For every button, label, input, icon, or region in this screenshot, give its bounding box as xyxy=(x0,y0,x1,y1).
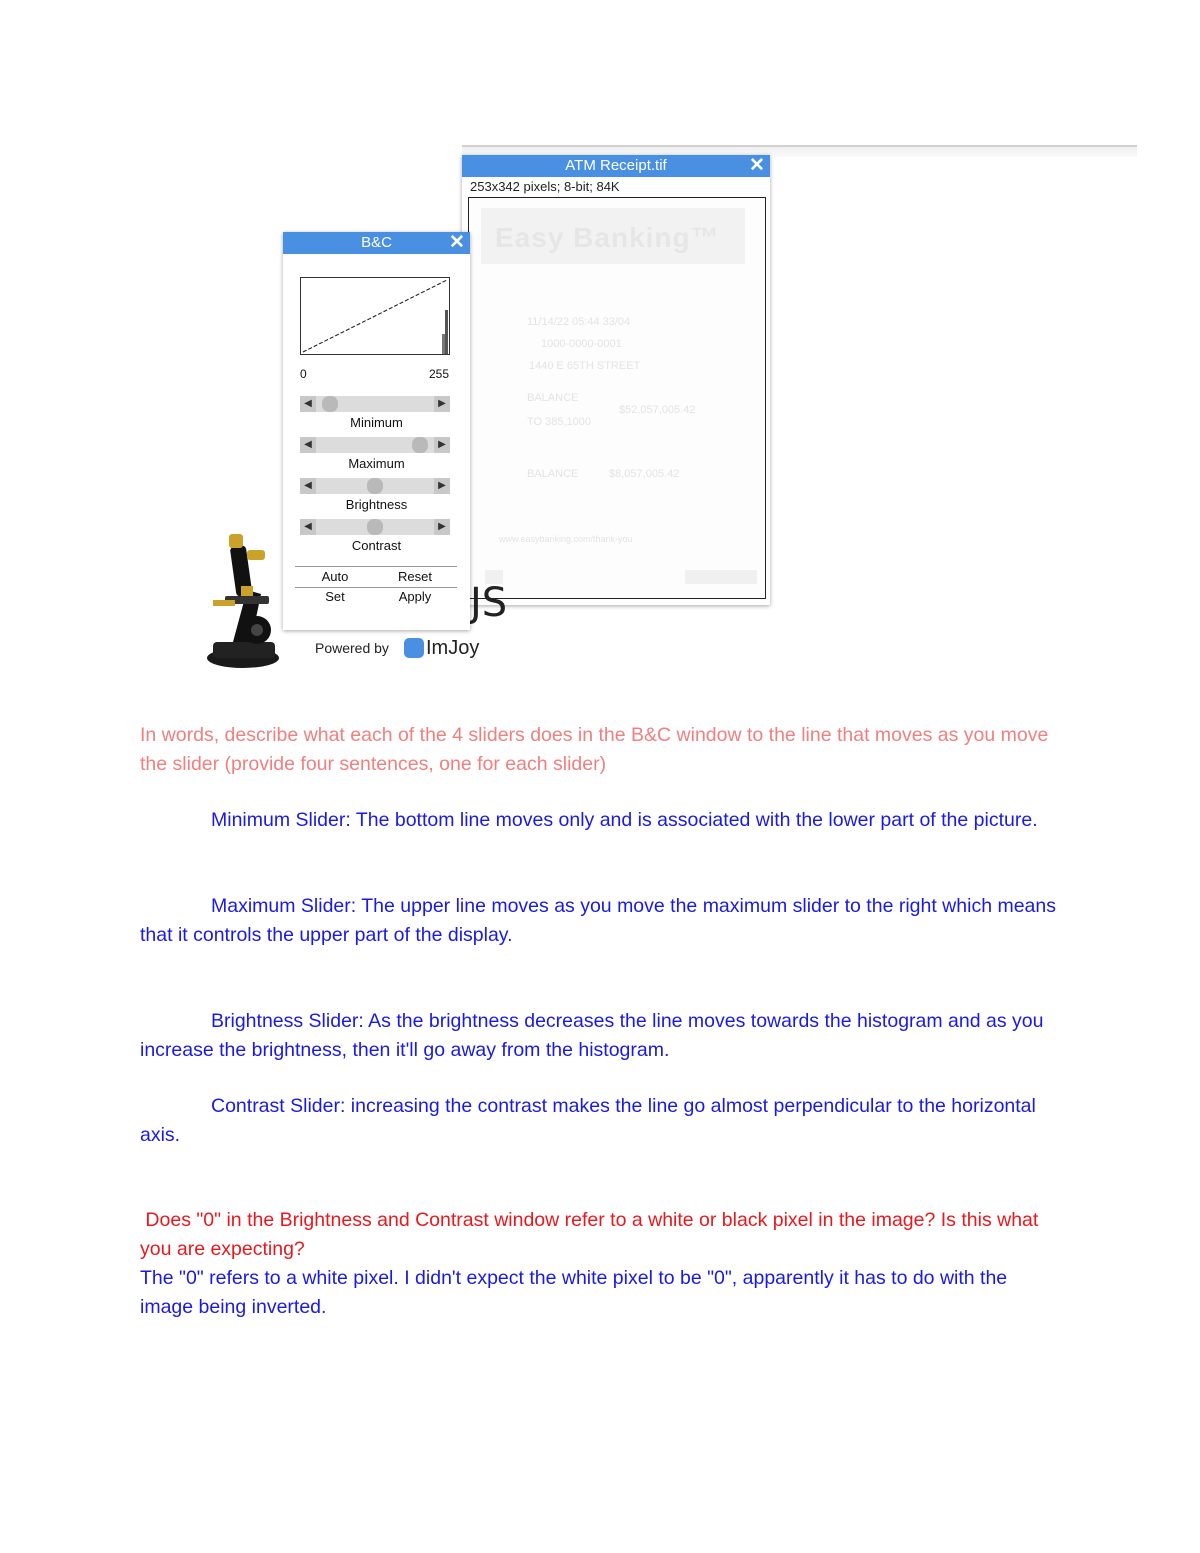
maximum-label: Maximum xyxy=(348,456,405,471)
histogram-axis-max: 255 xyxy=(429,367,450,381)
receipt-line: BALANCE xyxy=(527,468,579,480)
slider-left-arrow-icon[interactable]: ◀ xyxy=(300,437,316,453)
slider-thumb[interactable] xyxy=(367,478,383,494)
histogram-bar xyxy=(442,334,445,354)
contrast-slider[interactable] xyxy=(300,519,450,535)
receipt-banner: Easy Banking™ xyxy=(481,208,745,264)
receipt-line: 1440 E 65TH STREET xyxy=(529,360,641,372)
bc-button-panel xyxy=(295,566,457,608)
auto-button[interactable]: Auto xyxy=(321,569,349,584)
logo-text-fragment: JS xyxy=(470,580,508,626)
answer-minimum: Minimum Slider: The bottom line moves only and is associated with the lower part of the picture. xyxy=(211,809,1038,831)
slider-right-arrow-icon[interactable]: ▶ xyxy=(434,478,450,494)
brightness-label: Brightness xyxy=(345,497,408,512)
slider-right-arrow-icon[interactable]: ▶ xyxy=(434,519,450,535)
answer-2: The "0" refers to a white pixel. I didn't expect the white pixel to be "0", apparently it has to do with the image being inverted. xyxy=(140,1267,1008,1318)
receipt-mark xyxy=(685,570,757,584)
answer-maximum: Maximum Slider: The upper line moves as you move the maximum slider to the right which means that it controls the upper part of the display. xyxy=(140,895,1056,946)
receipt-line: TO 385,1000 xyxy=(527,416,592,428)
powered-by-label: Powered by xyxy=(315,640,389,656)
slider-thumb[interactable] xyxy=(412,437,428,453)
brightness-slider[interactable] xyxy=(300,478,450,494)
slider-thumb[interactable] xyxy=(367,519,383,535)
histogram-bar xyxy=(445,310,448,354)
answer-brightness: Brightness Slider: As the brightness decreases the line moves towards the histogram and as you increase the brightness, then it'll go away from the histogram. xyxy=(140,1010,1044,1061)
image-canvas[interactable] xyxy=(468,197,766,599)
microscope-logo-icon xyxy=(203,530,289,672)
slider-thumb[interactable] xyxy=(322,396,338,412)
histogram-axis-min: 0 xyxy=(300,367,307,381)
receipt-line: 1000-0000-0001 xyxy=(541,338,622,350)
minimum-slider[interactable] xyxy=(300,396,450,412)
imjoy-brand: ImJoy xyxy=(426,637,480,659)
imjoy-icon xyxy=(404,638,424,658)
minimum-label: Minimum xyxy=(350,415,403,430)
slider-right-arrow-icon[interactable]: ▶ xyxy=(434,437,450,453)
close-icon[interactable]: ✕ xyxy=(749,155,765,176)
answer-contrast: Contrast Slider: increasing the contrast makes the line go almost perpendicular to the horizontal axis. xyxy=(140,1095,1036,1146)
bc-window-title: B&C xyxy=(361,234,392,251)
receipt-line: BALANCE xyxy=(527,392,579,404)
bc-window-titlebar[interactable] xyxy=(283,232,470,254)
contrast-label: Contrast xyxy=(351,538,402,553)
histogram-plot xyxy=(300,277,450,355)
close-icon[interactable]: ✕ xyxy=(449,232,465,253)
receipt-line: 11/14/22 05:44 33/04 xyxy=(527,316,631,328)
image-window[interactable] xyxy=(462,155,770,605)
image-window-titlebar[interactable] xyxy=(462,155,770,177)
question-1: In words, describe what each of the 4 sliders does in the B&C window to the line that moves as you move the slider (provide four sentences, one for each slider) xyxy=(140,724,1049,775)
reset-button[interactable]: Reset xyxy=(398,569,432,584)
bc-window[interactable] xyxy=(283,232,470,630)
receipt-line: $52,057,005.42 xyxy=(619,404,696,416)
set-button[interactable]: Set xyxy=(325,589,345,604)
receipt-line: www.easybanking.com/thank-you xyxy=(499,534,633,544)
slider-right-arrow-icon[interactable]: ▶ xyxy=(434,396,450,412)
slider-left-arrow-icon[interactable]: ◀ xyxy=(300,519,316,535)
receipt-line: $8,057,005.42 xyxy=(609,468,680,480)
question-2: Does "0" in the Brightness and Contrast window refer to a white or black pixel in the image? Is this what you are expecting? xyxy=(140,1209,1044,1260)
image-window-title: ATM Receipt.tif xyxy=(565,157,667,174)
slider-left-arrow-icon[interactable]: ◀ xyxy=(300,478,316,494)
transfer-line xyxy=(303,280,447,352)
maximum-slider[interactable] xyxy=(300,437,450,453)
apply-button[interactable]: Apply xyxy=(398,589,432,604)
image-info: 253x342 pixels; 8-bit; 84K xyxy=(470,179,620,194)
slider-left-arrow-icon[interactable]: ◀ xyxy=(300,396,316,412)
